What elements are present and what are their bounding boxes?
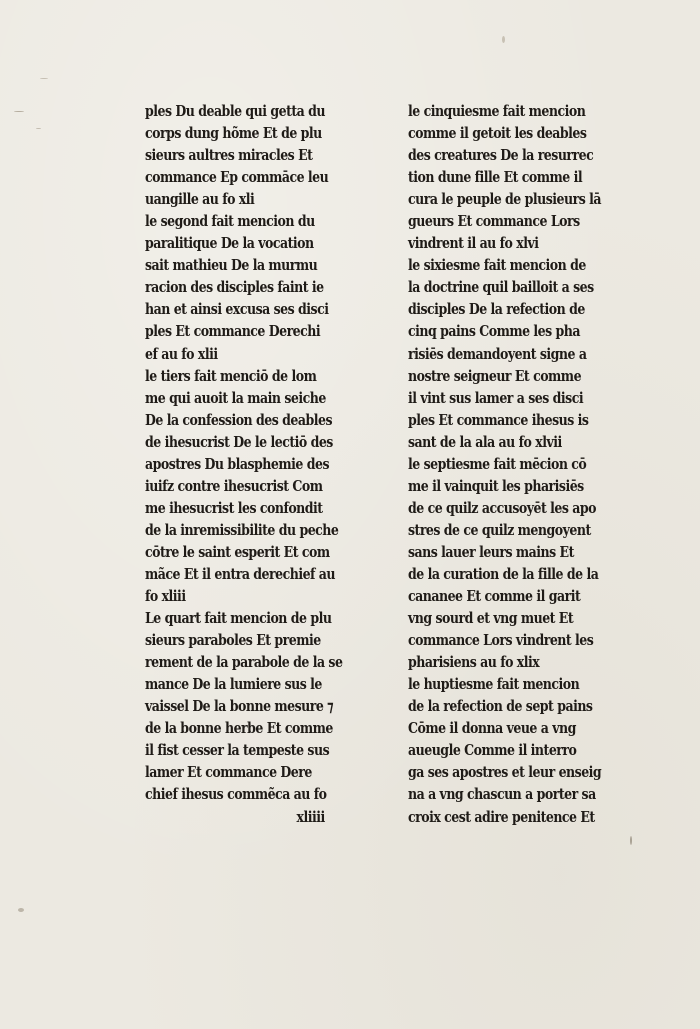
text-line: de ihesucrist De le lectiō des	[145, 433, 333, 451]
text-line: me ihesucrist les confondit	[145, 499, 323, 517]
text-line: disciples De la refection de	[408, 301, 585, 319]
text-line: commance Lors vindrent les	[408, 632, 594, 650]
text-line: mãce Et il entra derechief au	[145, 565, 336, 583]
paper-speck	[40, 78, 48, 79]
text-line: mance De la lumiere sus le	[145, 676, 322, 694]
text-line: cura le peuple de plusieurs lā	[408, 191, 602, 209]
text-line: sieurs aultres miracles Et	[145, 147, 313, 165]
text-line: racion des disciples faint ie	[145, 279, 324, 297]
text-line: sans lauer leurs mains Et	[408, 543, 574, 561]
text-line: sait mathieu De la murmu	[145, 257, 318, 275]
text-line: de la curation de la fille de la	[408, 565, 599, 583]
text-line: ef au fo xlii	[145, 345, 218, 363]
text-line: sieurs paraboles Et premie	[145, 632, 321, 650]
text-line: tion dune fille Et comme il	[408, 169, 583, 187]
text-line: risiēs demandoyent signe a	[408, 345, 587, 363]
text-line: paralitique De la vocation	[145, 235, 314, 253]
text-line: De la confession des deables	[145, 411, 333, 429]
text-line: cananee Et comme il garit	[408, 588, 581, 606]
text-line: le huptiesme fait mencion	[408, 676, 580, 694]
text-line: de ce quilz accusoyēt les apo	[408, 499, 596, 517]
text-line: Le quart fait mencion de plu	[145, 610, 332, 628]
paper-speck	[36, 128, 41, 129]
paper-speck	[630, 836, 632, 845]
text-line: iuifz contre ihesucrist Com	[145, 477, 323, 495]
text-line: des creatures De la resurrec	[408, 147, 594, 165]
text-line: aueugle Comme il interro	[408, 742, 577, 760]
text-line: ples Du deable qui getta du	[145, 103, 326, 120]
text-line: chief ihesus commẽca au fo	[145, 786, 327, 804]
text-line: ga ses apostres et leur enseig	[408, 764, 602, 782]
text-line: pharisiens au fo xlix	[408, 654, 540, 672]
text-line: vng sourd et vng muet Et	[408, 610, 574, 628]
text-line: rement de la parabole de la se	[145, 654, 343, 672]
folio-number: xliiii	[296, 808, 325, 826]
text-line: me qui auoit la main seiche	[145, 389, 326, 407]
text-line: Cōme il donna veue a vng	[408, 720, 576, 738]
text-line: de la bonne herbe Et comme	[145, 720, 333, 738]
text-line: commance Ep commāce leu	[145, 169, 329, 187]
text-line: vindrent il au fo xlvi	[408, 235, 539, 253]
paper-speck	[14, 111, 24, 112]
text-line: cōtre le saint esperit Et com	[145, 543, 330, 561]
text-line: comme il getoit les deables	[408, 125, 587, 143]
right-text-column	[408, 101, 623, 829]
paper-speck	[502, 36, 505, 43]
text-line: il vint sus lamer a ses disci	[408, 389, 584, 407]
text-line: de la refection de sept pains	[408, 698, 593, 716]
text-line: la doctrine quil bailloit a ses	[408, 279, 594, 297]
text-line: han et ainsi excusa ses disci	[145, 301, 329, 319]
text-line: gueurs Et commance Lors	[408, 213, 580, 231]
text-line: me il vainquit les pharisiēs	[408, 477, 584, 495]
text-line: de la inremissibilite du peche	[145, 521, 339, 539]
text-line: na a vng chascun a porter sa	[408, 786, 596, 804]
text-line: apostres Du blasphemie des	[145, 455, 329, 473]
text-line: ples Et commance ihesus is	[408, 411, 589, 429]
text-line: le tiers fait menciō de lom	[145, 367, 317, 385]
text-line: croix cest adire penitence Et	[408, 808, 595, 826]
text-line: vaissel De la bonne mesure ⁊	[145, 698, 333, 716]
text-line: stres de ce quilz mengoyent	[408, 521, 591, 539]
text-line: le sixiesme fait mencion de	[408, 257, 586, 275]
text-line: sant de la ala au fo xlvii	[408, 433, 562, 451]
text-line: il fist cesser la tempeste sus	[145, 742, 330, 760]
text-line: ples Et commance Derechi	[145, 323, 321, 341]
text-line: le segond fait mencion du	[145, 213, 315, 231]
text-line: fo xliii	[145, 588, 186, 606]
text-line: le septiesme fait mēcion cō	[408, 455, 587, 473]
left-text-column	[145, 101, 360, 829]
text-line: le cinquiesme fait mencion	[408, 103, 586, 120]
paper-speck	[18, 908, 24, 912]
text-line: corps dung hõme Et de plu	[145, 125, 322, 143]
text-line: uangille au fo xli	[145, 191, 255, 209]
text-line: cinq pains Comme les pha	[408, 323, 581, 341]
text-line: lamer Et commance Dere	[145, 764, 312, 782]
text-line: nostre seigneur Et comme	[408, 367, 582, 385]
